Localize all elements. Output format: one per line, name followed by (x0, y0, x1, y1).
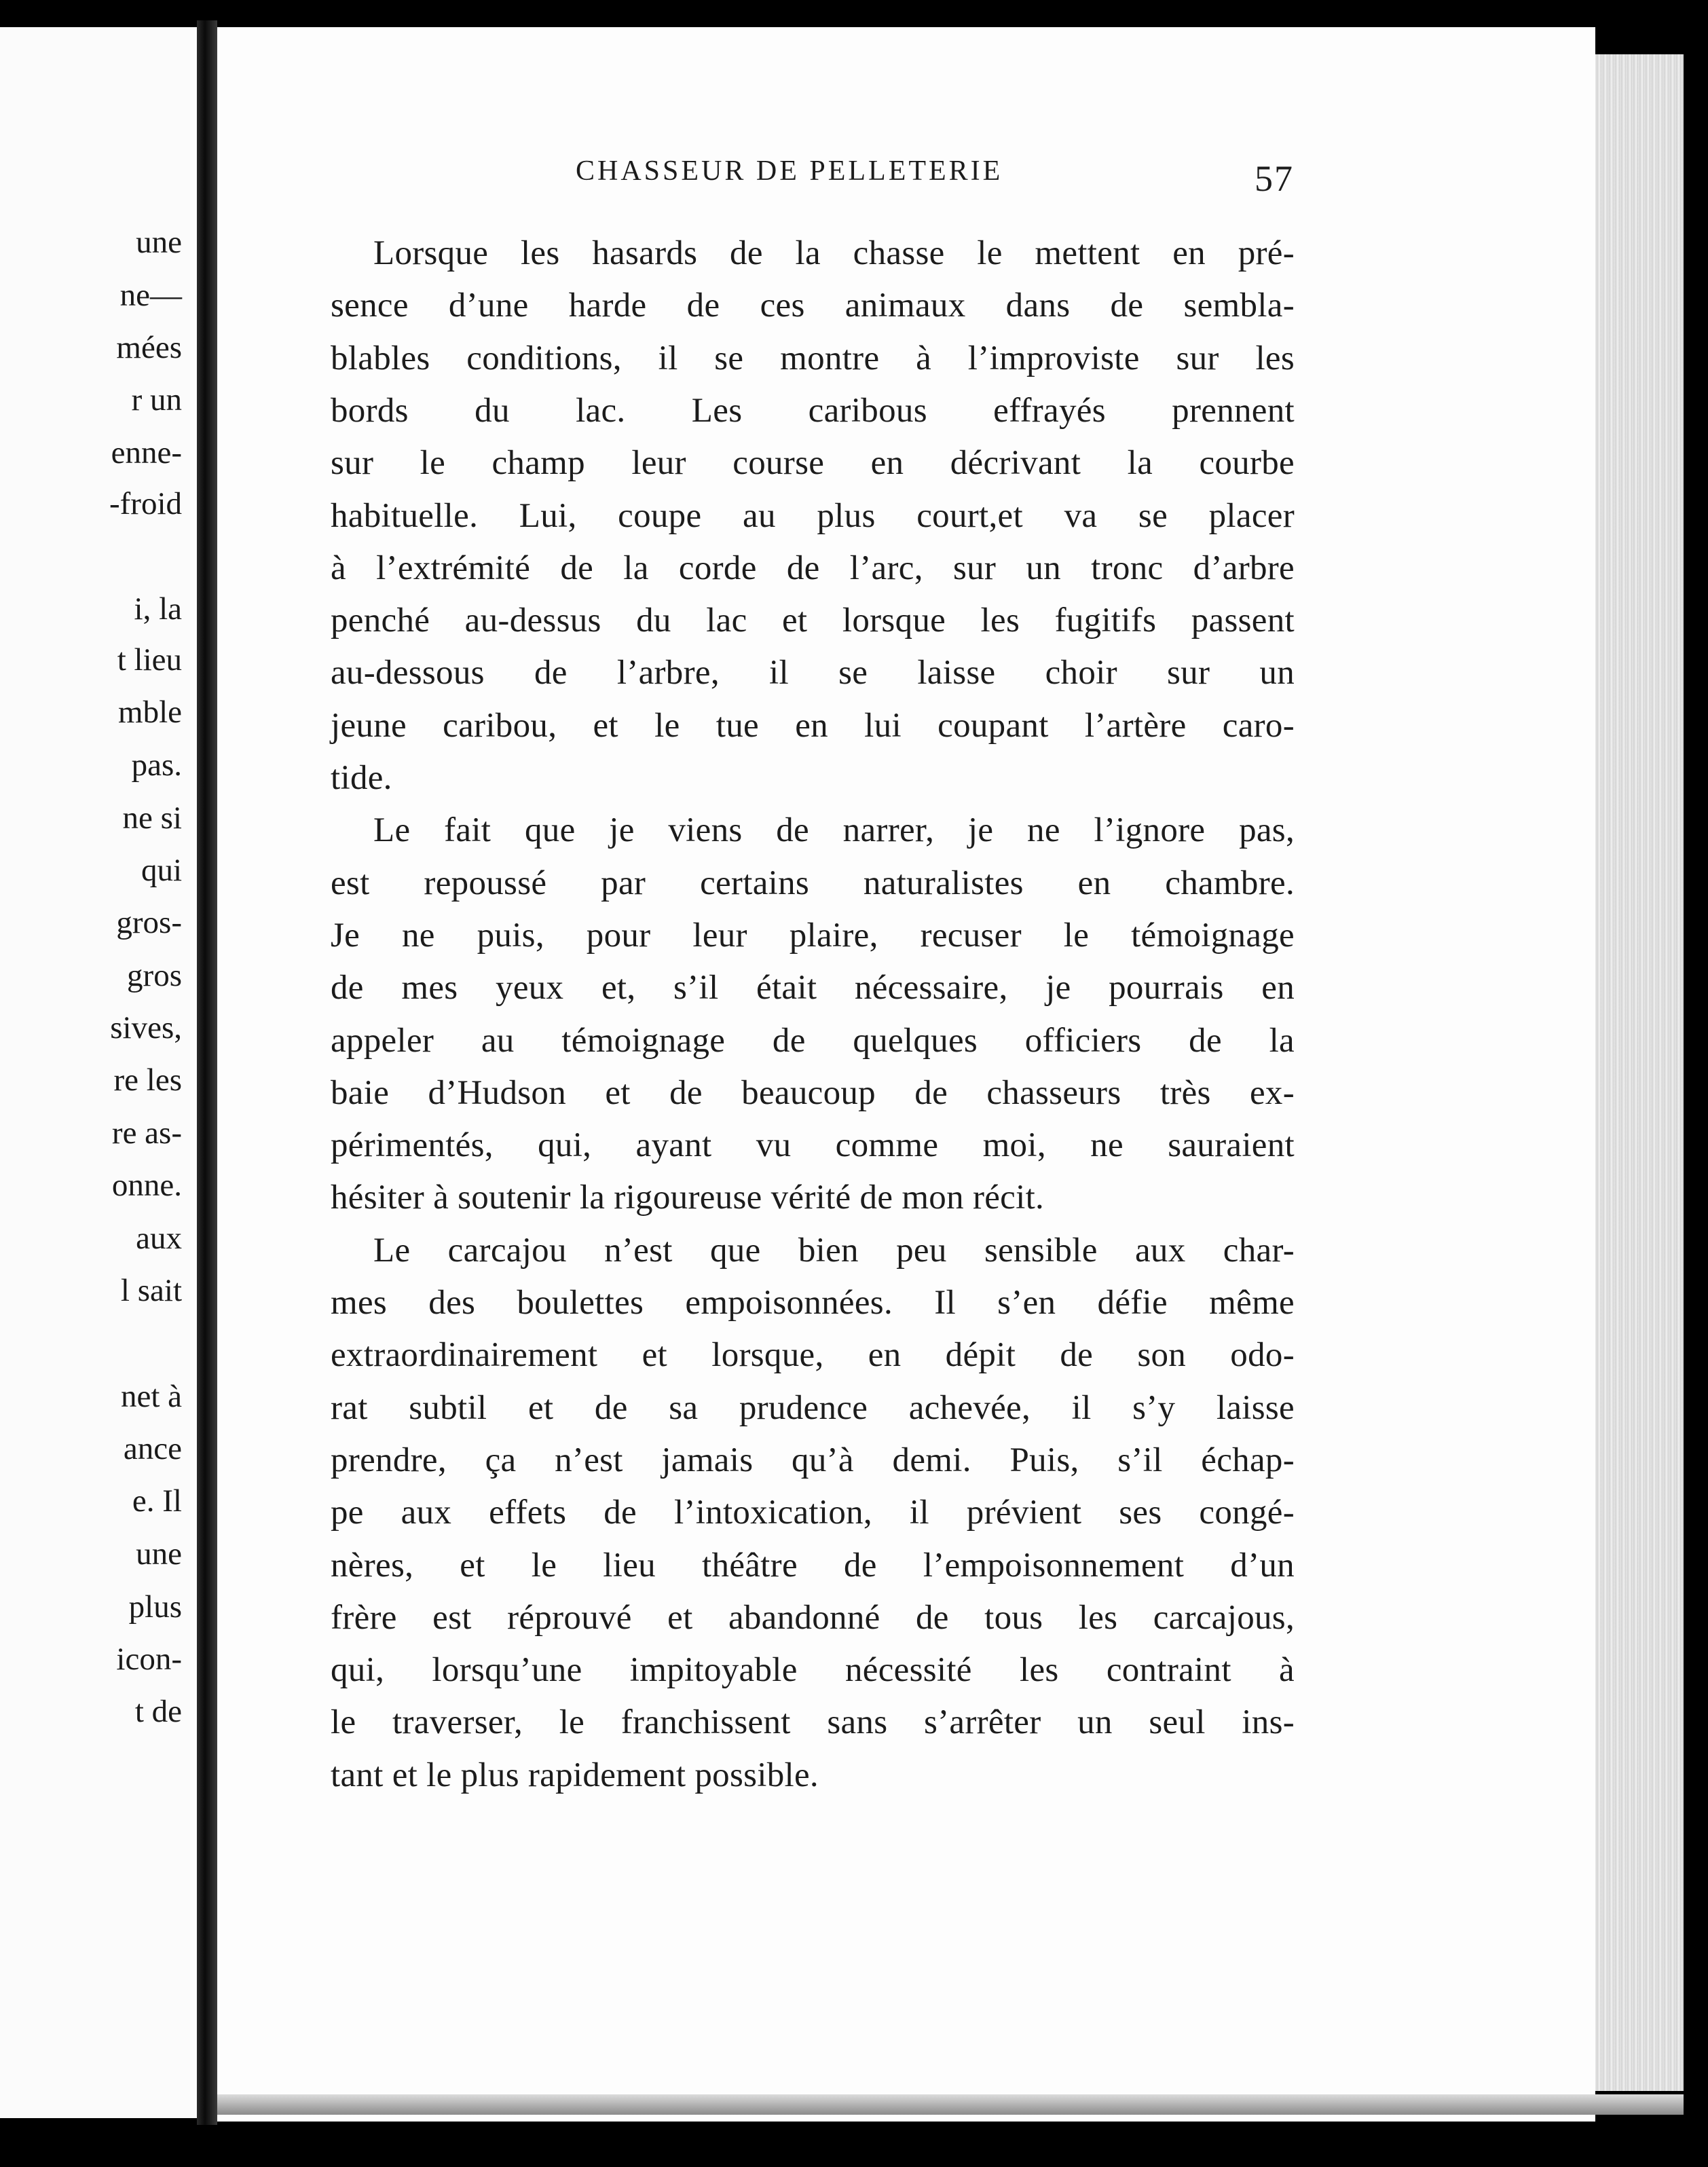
previous-page-fragment: re as- (111, 1115, 182, 1151)
previous-page-fragment: enne- (111, 435, 182, 470)
previous-page-fragment: qui (141, 853, 182, 888)
body-line: de mes yeux et, s’il était nécessaire, je pourrais en (331, 969, 1295, 1007)
body-line: Je ne puis, pour leur plaire, recuser le témoignage (331, 916, 1295, 955)
body-line: habituelle. Lui, coupe au plus court,et va se placer (331, 496, 1295, 535)
body-line: Le fait que je viens de narrer, je ne l’ignore pas, (373, 811, 1295, 850)
body-line: nères, et le lieu théâtre de l’empoisonnement d’un (331, 1546, 1295, 1585)
body-line: pe aux effets de l’intoxication, il prévient ses congé- (331, 1494, 1295, 1532)
page-edges (1595, 54, 1684, 2091)
previous-page-fragment: gros- (116, 905, 182, 940)
previous-page-fragment: onne. (111, 1168, 182, 1203)
body-line: appeler au témoignage de quelques officiers de la (331, 1021, 1295, 1060)
body-line: est repoussé par certains naturalistes en chambre. (331, 864, 1295, 902)
body-line: rat subtil et de sa prudence achevée, il s’y laisse (331, 1388, 1295, 1427)
previous-page-fragment: ne— (119, 278, 182, 313)
body-line: sur le champ leur course en décrivant la courbe (331, 444, 1295, 483)
body-line: frère est réprouvé et abandonné de tous les carcajous, (331, 1598, 1295, 1637)
body-line: blables conditions, il se montre à l’improviste sur les (331, 339, 1295, 377)
previous-page-fragment: net à (120, 1379, 182, 1414)
body-line: penché au-dessus du lac et lorsque les fugitifs passent (331, 601, 1295, 640)
previous-page-fragment: ance (123, 1431, 182, 1466)
body-line: bords du lac. Les caribous effrayés prennent (331, 391, 1295, 430)
body-line: tide. (331, 759, 392, 797)
body-line: à l’extrémité de la corde de l’arc, sur un tronc d’arbre (331, 549, 1295, 587)
body-line: qui, lorsqu’une impitoyable nécessité les contraint à (331, 1651, 1295, 1690)
running-head: CHASSEUR DE PELLETERIE (576, 155, 1003, 187)
previous-page-fragment: mble (118, 694, 182, 730)
previous-page-fragment: l sait (120, 1273, 182, 1308)
bottom-page-edge (217, 2094, 1684, 2115)
previous-page-fragment: une (136, 1536, 182, 1572)
previous-page-fragment: -froid (109, 486, 182, 521)
body-line: baie d’Hudson et de beaucoup de chasseurs très ex- (331, 1073, 1295, 1112)
previous-page-fragment: plus (128, 1589, 182, 1625)
body-line: périmentés, qui, ayant vu comme moi, ne sauraient (331, 1126, 1295, 1165)
previous-page-fragment: pas. (131, 747, 182, 783)
book-gutter (197, 20, 217, 2125)
body-line: Lorsque les hasards de la chasse le mettent en pré- (373, 234, 1295, 272)
body-line: hésiter à soutenir la rigoureuse vérité de mon récit. (331, 1179, 1045, 1217)
body-line: sence d’une harde de ces animaux dans de sembla- (331, 286, 1295, 325)
body-line: Le carcajou n’est que bien peu sensible aux char- (373, 1231, 1295, 1270)
previous-page-fragment: t de (134, 1694, 182, 1729)
previous-page-fragment: mées (116, 330, 182, 365)
body-line: au-dessous de l’arbre, il se laisse choir sur un (331, 654, 1295, 692)
body-line: jeune caribou, et le tue en lui coupant l’artère caro- (331, 706, 1295, 745)
previous-page-fragment: r un (131, 382, 182, 418)
previous-page-fragment: re les (113, 1062, 182, 1098)
body-line: le traverser, le franchissent sans s’arrêter un seul ins- (331, 1703, 1295, 1742)
previous-page-fragment: icon- (116, 1642, 182, 1677)
previous-page-fragment: gros (127, 958, 182, 993)
previous-page (0, 27, 197, 2118)
body-line: tant et le plus rapidement possible. (331, 1756, 819, 1794)
body-line: extraordinairement et lorsque, en dépit de son odo- (331, 1336, 1295, 1375)
body-line: mes des boulettes empoisonnées. Il s’en défie même (331, 1284, 1295, 1322)
previous-page-fragment: ne si (122, 800, 182, 836)
previous-page-fragment: i, la (134, 591, 182, 627)
previous-page-fragment: sives, (110, 1010, 182, 1045)
previous-page-fragment: t lieu (117, 642, 182, 678)
page-number: 57 (1255, 158, 1294, 199)
previous-page-fragment: e. Il (132, 1483, 182, 1519)
previous-page-fragment: une (136, 225, 182, 260)
previous-page-fragment: aux (136, 1221, 182, 1256)
body-line: prendre, ça n’est jamais qu’à demi. Puis, s’il échap- (331, 1441, 1295, 1479)
